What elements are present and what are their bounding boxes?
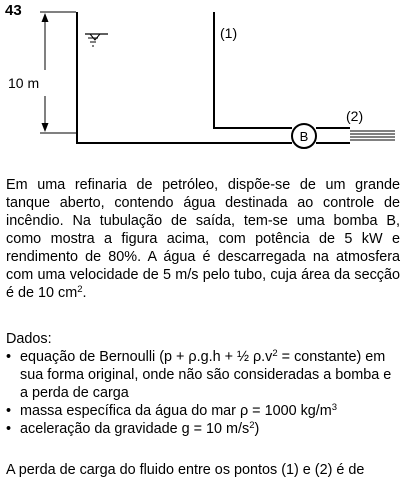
gravidade-text-end: )	[254, 421, 260, 437]
tank-pump-figure	[0, 0, 405, 165]
gravidade-text: aceleração da gravidade g = 10 m/s	[20, 421, 250, 437]
point-1-label: (1)	[220, 25, 238, 41]
area-exponent: 2	[77, 284, 83, 295]
water-surface-symbol	[85, 34, 108, 46]
point-2-label: (2)	[346, 108, 364, 124]
height-label: 10 m	[8, 75, 40, 91]
bernoulli-text-end: = constante) em sua forma original, onde não são consideradas a bomba e a perda de carga	[20, 349, 392, 401]
massa-text: massa específica da água do mar ρ = 1000 kg/m	[20, 403, 332, 419]
problem-statement	[6, 176, 400, 302]
problem-text: Em uma refinaria de petróleo, dispõe-se de um grande tanque aberto, contendo água destinada ao controle de incêndio. Na tubulação de saída, tem-se uma bomba B, como mostra a figura acima, com potência de 5 kW e rendimento de 80%. A água é descarregada na atmosfera com uma velocidade de 5 m/s pelo tubo, cuja área da secção é de 10 cm	[6, 177, 400, 301]
problem-text-end: .	[82, 285, 87, 301]
open-tank	[77, 12, 292, 144]
volume-exponent: 3	[331, 402, 338, 413]
bernoulli-text: equação de Bernoulli (p + ρ.g.h + ½ ρ.v	[20, 349, 273, 365]
velocity-exponent: 2	[272, 348, 278, 359]
question-number: 43	[5, 2, 22, 19]
time-exponent: 2	[249, 420, 255, 431]
dados-item-bernoulli	[6, 348, 398, 402]
dados-title: Dados:	[6, 331, 52, 347]
question-text: A perda de carga do fluido entre os pontos (1) e (2) é de	[6, 462, 365, 478]
dados-list	[6, 348, 398, 438]
pump-label: B	[299, 129, 309, 144]
outlet-pipe	[316, 128, 395, 143]
dados-item-massa	[6, 402, 398, 420]
dados-item-gravidade	[6, 420, 398, 438]
height-dimension-arrow	[40, 12, 76, 133]
